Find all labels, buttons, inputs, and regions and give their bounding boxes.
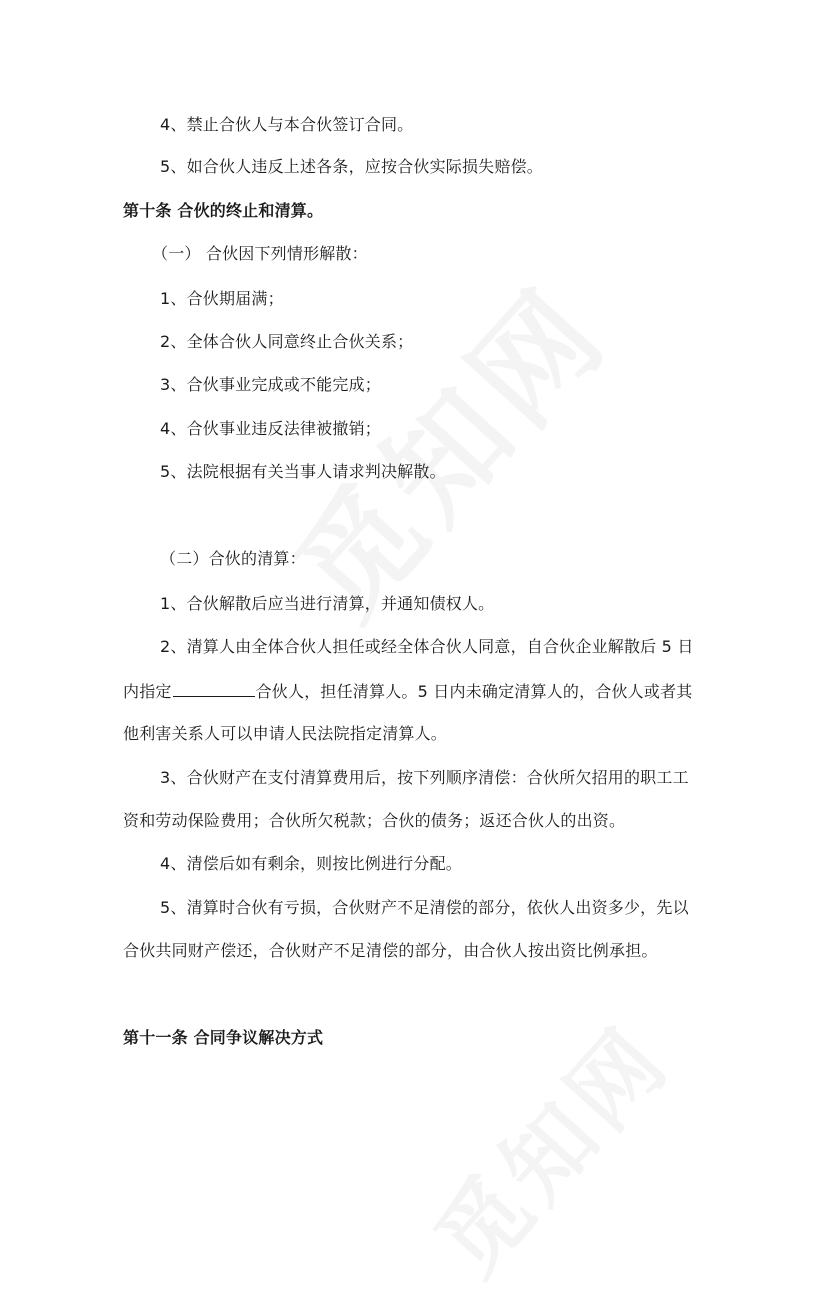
dissolution-item-1: 1、合伙期届满； [160,289,284,308]
liquidation-item-2-line-3: 他利害关系人可以申请人民法院指定清算人。 [123,724,448,743]
watermark-bottom [400,992,693,1297]
dissolution-item-5: 5、法院根据有关当事人请求判决解散。 [160,462,446,481]
liquidation-item-5-line-2: 合伙共同财产偿还，合伙财产不足清偿的部分，由合伙人按出资比例承担。 [123,941,658,960]
liquidation-item-3-line-2: 资和劳动保险费用；合伙所欠税款；合伙的债务；返还合伙人的出资。 [123,811,626,830]
liquidation-item-5-line-1: 5、清算时合伙有亏损，合伙财产不足清偿的部分，依伙人出资多少，先以 [160,898,689,917]
clause-4-prohibit: 4、禁止合伙人与本合伙签订合同。 [160,115,414,134]
section-2-heading: （二）合伙的清算： [160,549,306,568]
text-segment: 合伙人，担任清算人。5 日内未确定清算人的，合伙人或者其 [255,682,693,701]
article-11-heading: 第十一条 合同争议解决方式 [123,1028,324,1047]
fill-in-blank[interactable] [173,680,255,697]
text-segment: 内指定 [123,682,172,701]
liquidation-item-1: 1、合伙解散后应当进行清算，并通知债权人。 [160,594,495,613]
dissolution-item-3: 3、合伙事业完成或不能完成； [160,375,381,394]
dissolution-item-4: 4、合伙事业违反法律被撤销； [160,419,381,438]
liquidation-item-2-line-2 [123,680,692,703]
liquidation-item-4: 4、清偿后如有剩余，则按比例进行分配。 [160,854,462,873]
liquidation-item-2-line-1: 2、清算人由全体合伙人担任或经全体合伙人同意，自合伙企业解散后 5 日 [160,637,694,656]
liquidation-item-3-line-1: 3、合伙财产在支付清算费用后，按下列顺序清偿：合伙所欠招用的职工工 [160,768,689,787]
watermark [251,244,640,649]
dissolution-item-2: 2、全体合伙人同意终止合伙关系； [160,332,414,351]
article-10-heading: 第十条 合伙的终止和清算。 [123,201,324,220]
clause-5-compensate: 5、如合伙人违反上述各条，应按合伙实际损失赔偿。 [160,157,543,176]
section-1-heading: （一） 合伙因下列情形解散： [152,244,368,263]
